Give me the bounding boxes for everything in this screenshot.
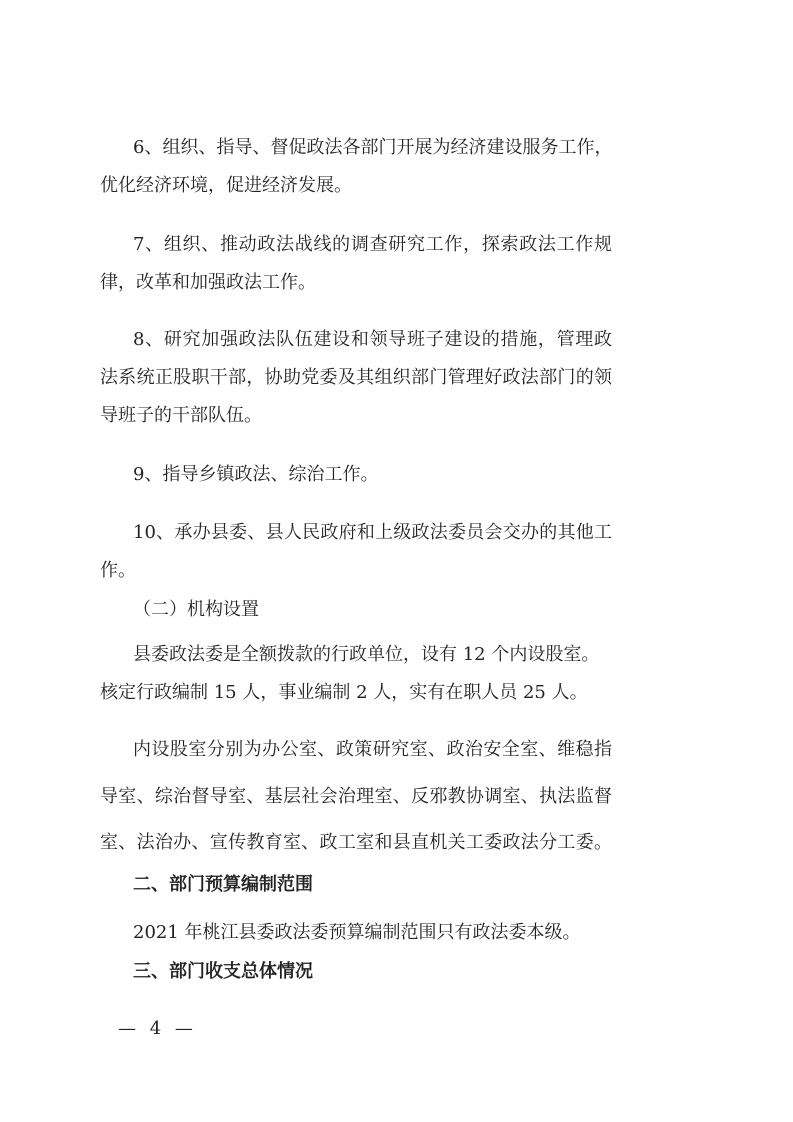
paragraph-10-line-2: 作。 — [100, 560, 136, 581]
paragraph-7-line-2: 律，改革和加强政法工作。 — [100, 272, 316, 293]
heading-income-expenditure: 三、部门收支总体情况 — [133, 961, 313, 982]
heading-budget-scope: 二、部门预算编制范围 — [133, 874, 313, 895]
institution-line-1: 县委政法委是全额拨款的行政单位，设有 12 个内设股室。 — [133, 644, 600, 665]
institution-line-2: 核定行政编制 15 人，事业编制 2 人，实有在职人员 25 人。 — [100, 682, 588, 703]
budget-scope-text: 2021 年桃江县委政法委预算编制范围只有政法委本级。 — [133, 922, 581, 943]
paragraph-8-line-2: 法系统正股职干部，协助党委及其组织部门管理好政法部门的领 — [100, 367, 612, 388]
paragraph-6-line-1: 6、组织、指导、督促政法各部门开展为经济建设服务工作， — [133, 137, 613, 158]
offices-line-3: 室、法治办、宣传教育室、政工室和县直机关工委政法分工委。 — [100, 832, 612, 853]
section-heading-institution: （二）机构设置 — [133, 599, 259, 620]
paragraph-9-line-1: 9、指导乡镇政法、综治工作。 — [133, 464, 379, 485]
paragraph-7-line-1: 7、组织、推动政法战线的调查研究工作，探索政法工作规 — [133, 234, 612, 255]
paragraph-10-line-1: 10、承办县委、县人民政府和上级政法委员会交办的其他工 — [133, 522, 612, 543]
offices-line-2: 导室、综治督导室、基层社会治理室、反邪教协调室、执法监督 — [100, 786, 612, 807]
paragraph-8-line-1: 8、研究加强政法队伍建设和领导班子建设的措施，管理政 — [133, 329, 612, 350]
page-number: — 4 — — [118, 1018, 197, 1039]
offices-line-1: 内设股室分别为办公室、政策研究室、政治安全室、维稳指 — [133, 739, 612, 760]
paragraph-8-line-3: 导班子的干部队伍。 — [100, 405, 262, 426]
paragraph-6-line-2: 优化经济环境，促进经济发展。 — [100, 175, 352, 196]
